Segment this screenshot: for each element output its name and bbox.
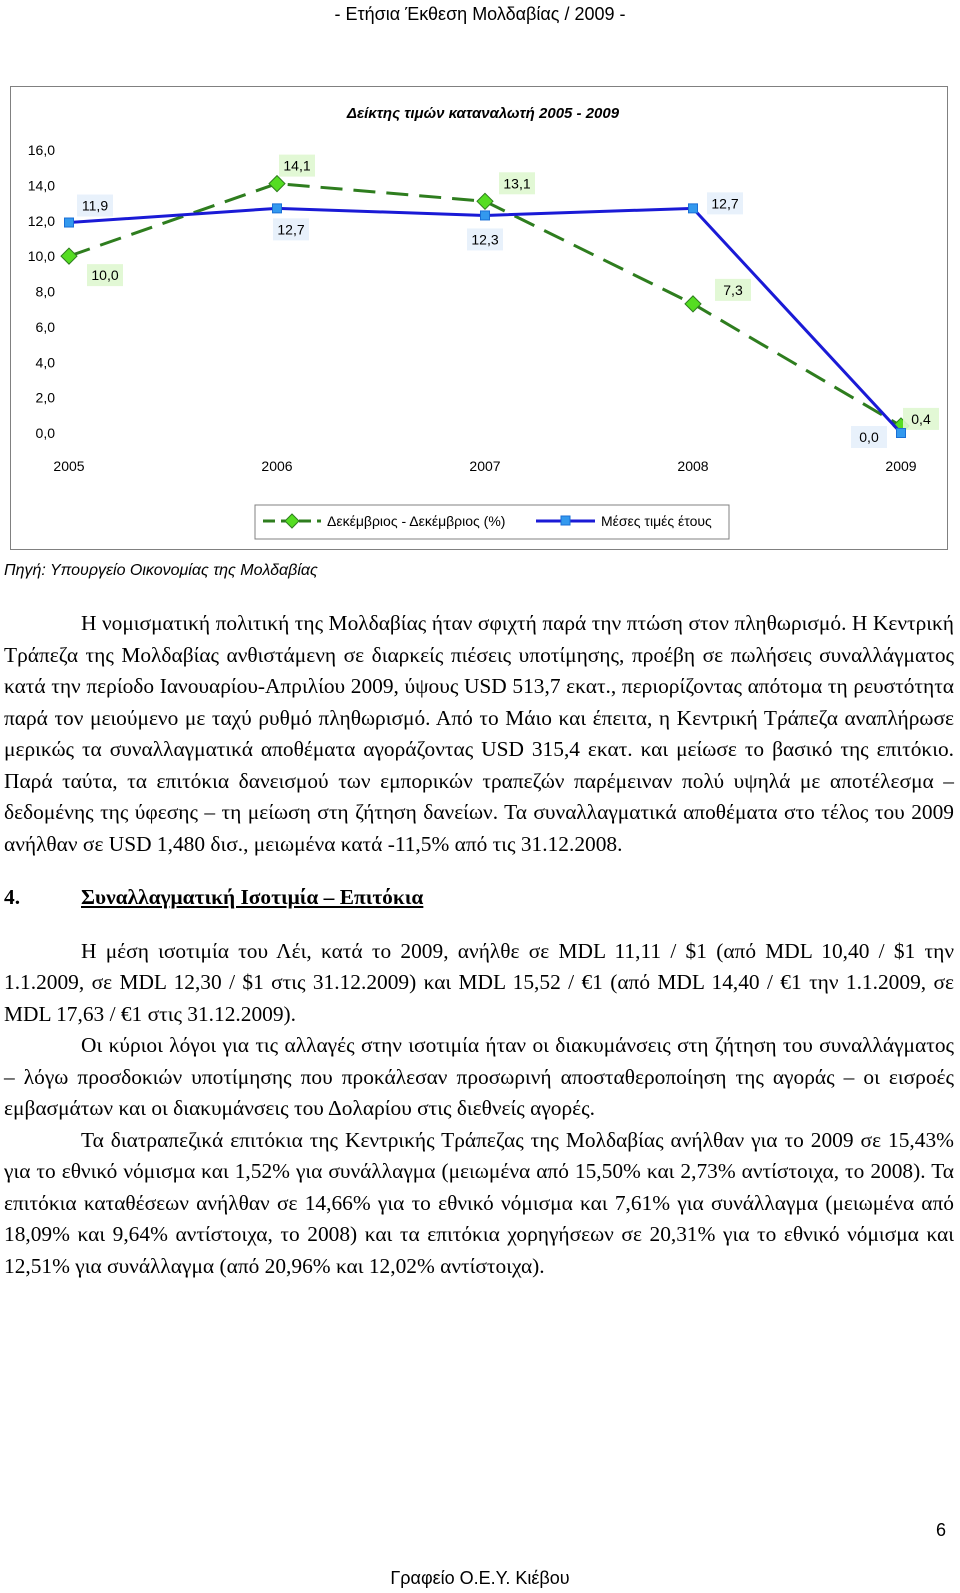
x-tick-label: 2005 — [53, 458, 85, 474]
data-point-marker — [689, 204, 698, 213]
data-label: 14,1 — [283, 157, 311, 174]
section-title: Συναλλαγματική Ισοτιμία – Επιτόκια — [81, 885, 424, 909]
y-tick-label: 0,0 — [35, 425, 55, 441]
cpi-chart — [10, 86, 948, 550]
chart-title: Δείκτης τιμών καταναλωτή 2005 - 2009 — [346, 105, 620, 122]
x-tick-label: 2007 — [469, 458, 501, 474]
paragraph-monetary-policy: Η νομισματική πολιτική της Μολδαβίας ήταν σφιχτή παρά την πτώση στον πληθωρισμό. Η Κεντρική Τράπεζα της Μολδαβίας ανθιστάμενη σε διαρκείς πιέσεις υποτίμησης, προέβη σε πωλήσεις συναλλάγματος κατά την περίοδο Ιανουαρίου-Απριλίου 2009, ύψους USD 513,7 εκατ., περιορίζοντας απότομα τη ρευστότητα παρά τον μειούμενο με ταχύ ρυθμό πληθωρισμό. Από το Μάιο και έπειτα, η Κεντρική Τράπεζα αναπλήρωσε μερικώς τα συναλλαγματικά αποθέματα αγοράζοντας USD 315,4 εκατ. και μείωσε το βασικό της επιτόκιο. Παρά ταύτα, τα επιτόκια δανεισμού των εμπορικών τραπεζών παρέμειναν πολύ υψηλά με αποτέλεσμα – δεδομένης της ύφεσης – τη μείωση στη ζήτηση δανείων. Τα συναλλαγματικά αποθέματα στο τέλος του 2009 ανήλθαν σε USD 1,480 δισ., μειωμένα κατά -11,5% από τις 31.12.2008. — [4, 611, 954, 856]
chart-legend — [255, 505, 729, 539]
data-point-marker — [685, 296, 701, 312]
data-point-marker — [269, 176, 285, 192]
legend-square-marker — [561, 516, 570, 525]
data-point-marker — [897, 429, 906, 438]
data-point-marker — [481, 211, 490, 220]
page-footer: Γραφείο Ο.Ε.Υ. Κιέβου — [390, 1568, 570, 1588]
chart-svg — [11, 87, 947, 549]
page-number: 6 — [935, 1520, 946, 1540]
x-axis — [53, 458, 916, 474]
section-heading — [4, 882, 954, 914]
data-label: 10,0 — [91, 267, 119, 284]
data-point-marker — [477, 193, 493, 209]
x-tick-label: 2009 — [885, 458, 917, 474]
y-tick-label: 10,0 — [27, 248, 55, 265]
data-label: 0,0 — [859, 429, 879, 445]
data-point-marker — [273, 204, 282, 213]
page-header: - Ετήσια Έκθεση Μολδαβίας / 2009 - — [334, 4, 626, 24]
y-tick-label: 16,0 — [27, 142, 55, 158]
data-label: 12,7 — [711, 195, 739, 212]
data-label: 12,7 — [277, 221, 305, 238]
data-label: 13,1 — [503, 175, 531, 192]
chart-source: Πηγή: Υπουργείο Οικονομίας της Μολδαβίας — [4, 562, 318, 579]
x-tick-label: 2008 — [677, 458, 709, 474]
y-tick-label: 14,0 — [27, 177, 55, 194]
y-tick-label: 12,0 — [27, 212, 55, 229]
y-tick-label: 4,0 — [35, 354, 55, 371]
y-tick-label: 2,0 — [35, 389, 55, 406]
x-tick-label: 2006 — [261, 458, 293, 474]
y-tick-label: 8,0 — [35, 283, 55, 300]
paragraph-interest-rates: Τα διατραπεζικά επιτόκια της Κεντρικής Τράπεζας της Μολδαβίας ανήλθαν για το 2009 σε 15,43% για το εθνικό νόμισμα και 1,52% για συνάλλαγμα (μειωμένα από 15,50% και 2,73% αντίστοιχα, το 2008). Τα επιτόκια καταθέσεων ανήλθαν σε 14,66% για το εθνικό νόμισμα και 7,61% για συνάλλαγμα (μειωμένα από 18,09% και 9,64% αντίστοιχα, το 2008) και τα επιτόκια χορηγήσεων σε 20,31% για το εθνικό νόμισμα και 12,51% για συνάλλαγμα (από 20,96% και 12,02% αντίστοιχα). — [4, 1127, 954, 1278]
data-point-marker — [61, 248, 77, 264]
legend-label-dec: Δεκέμβριος - Δεκέμβριος (%) — [327, 513, 506, 529]
paragraph-reasons: Οι κύριοι λόγοι για τις αλλαγές στην ισοτιμία ήταν οι διακυμάνσεις στη ζήτηση του συναλλάγματος – λόγω προσδοκιών υποτίμησης που προκάλεσαν προσωρινή αποσταθεροποίηση της αγοράς – οι εισροές εμβασμάτων και οι διακυμάνσεις του Δολαρίου στις διεθνείς αγορές. — [4, 1033, 954, 1120]
data-label: 7,3 — [723, 281, 743, 298]
data-label: 0,4 — [911, 410, 931, 427]
body-text — [4, 608, 954, 1282]
series-layer — [61, 155, 939, 448]
y-tick-label: 6,0 — [35, 318, 55, 335]
y-axis — [28, 142, 55, 441]
paragraph-exchange-rate: Η μέση ισοτιμία του Λέι, κατά το 2009, ανήλθε σε MDL 11,11 / $1 (από MDL 10,40 / $1 την 1.1.2009, σε MDL 12,30 / $1 στις 31.12.2009) και MDL 15,52 / €1 (από MDL 14,40 / €1 την 1.1.2009, σε MDL 17,63 / €1 στις 31.12.2009). — [4, 938, 954, 1026]
data-label: 12,3 — [471, 231, 499, 248]
section-number: 4. — [4, 885, 21, 909]
legend-label-avg: Μέσες τιμές έτους — [601, 513, 712, 529]
data-point-marker — [65, 218, 74, 227]
data-label: 11,9 — [81, 197, 109, 214]
